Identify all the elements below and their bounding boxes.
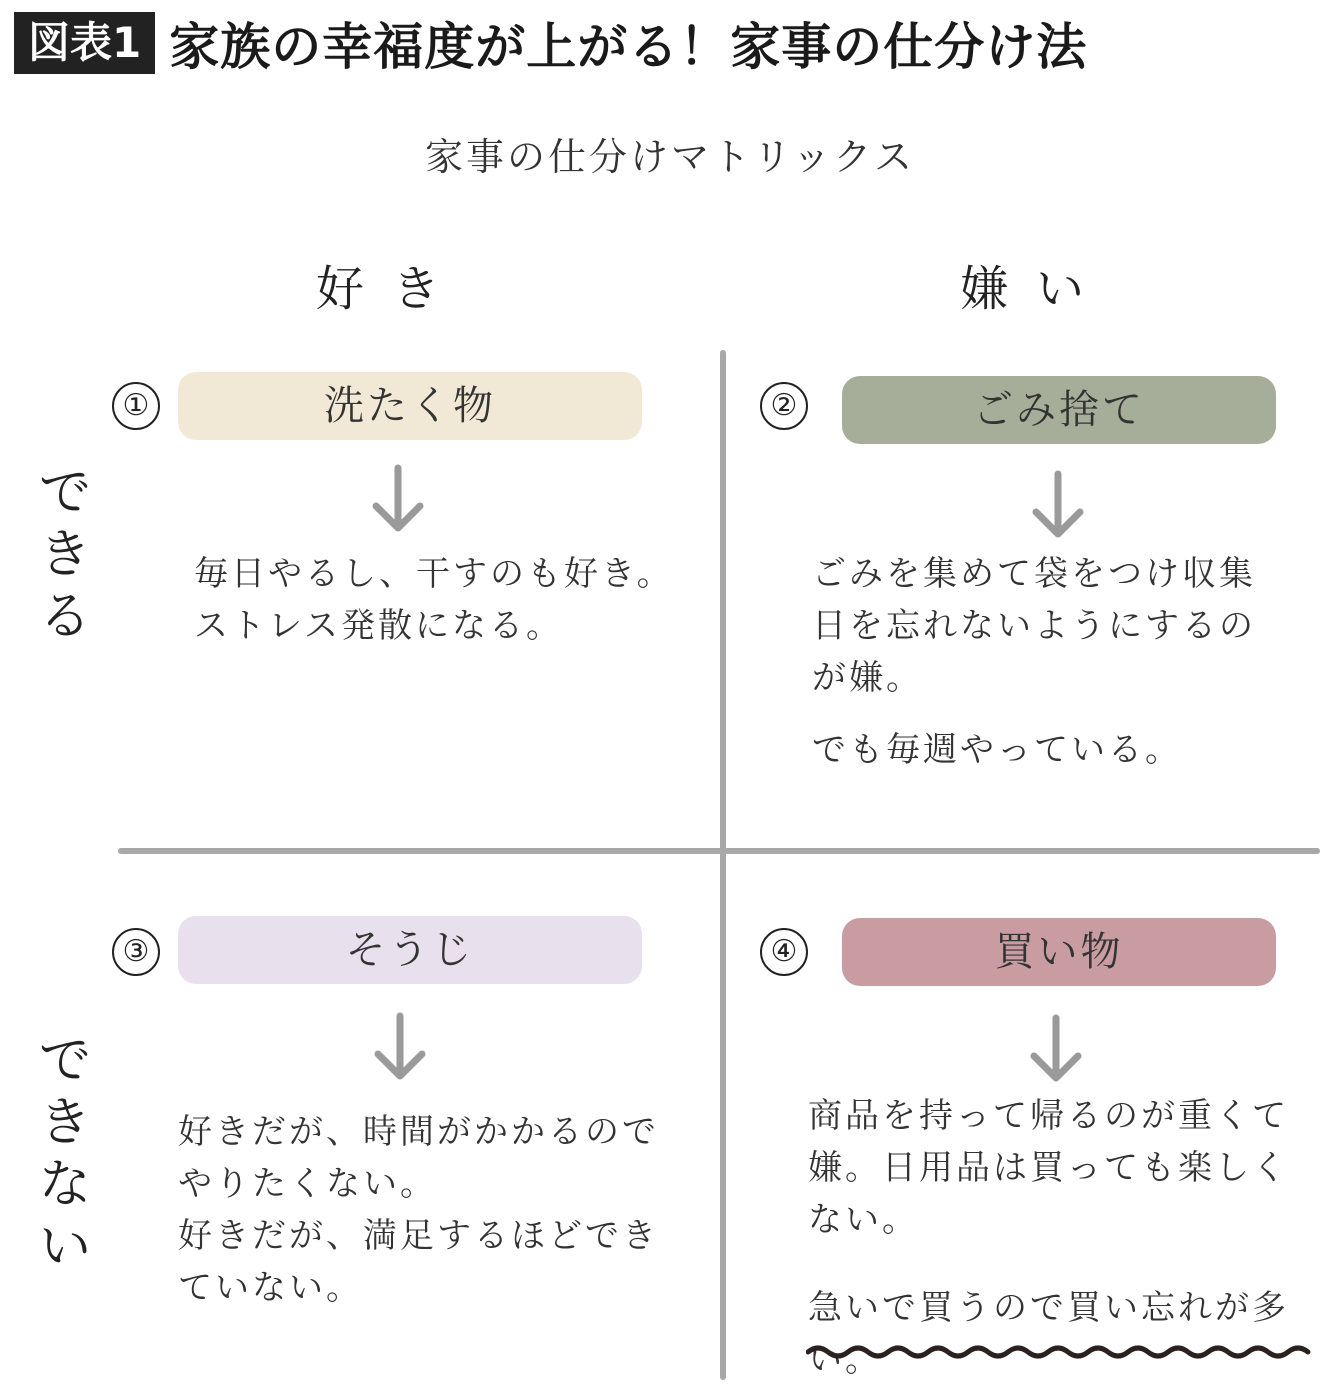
column-label-dislike: 嫌い	[960, 261, 1113, 317]
quadrant-4-number: ④	[760, 928, 808, 976]
down-arrow-icon	[1030, 470, 1086, 542]
column-label-like: 好き	[316, 261, 469, 317]
quadrant-3-task-band: そうじ	[178, 916, 642, 984]
quadrant-4-note: 急いで買うので買い忘れが多い。	[808, 1288, 1289, 1380]
matrix-subtitle: 家事の仕分けマトリックス	[424, 135, 916, 179]
quadrant-3-description: 好きだが、時間がかかるので やりたくない。 好きだが、満足するほどでき ていない。	[178, 1112, 659, 1308]
down-arrow-icon	[372, 1012, 428, 1084]
row-label-can: できる	[38, 463, 91, 647]
down-arrow-icon	[1028, 1014, 1084, 1086]
quadrant-2-number: ②	[760, 382, 808, 430]
quadrant-1-description: 毎日やるし、干すのも好き。 ストレス発散になる。	[194, 554, 674, 646]
wavy-underline	[806, 1336, 1316, 1366]
quadrant-4-description: 商品を持って帰るのが重くて 嫌。日用品は買っても楽しく ない。	[808, 1096, 1289, 1240]
quadrant-3-number: ③	[112, 928, 160, 976]
figure-title: 家族の幸福度が上がる！家事の仕分け法	[169, 18, 1088, 76]
quadrant-2-task-band: ごみ捨て	[842, 376, 1276, 444]
quadrant-2-note: でも毎週やっている。	[812, 730, 1182, 770]
row-label-cannot: できない	[38, 1031, 91, 1277]
figure-header	[14, 10, 1087, 76]
down-arrow-icon	[370, 464, 426, 536]
quadrant-2-description: ごみを集めて袋をつけ収集 日を忘れないようにするの が嫌。	[812, 554, 1256, 698]
quadrant-1-number: ①	[112, 382, 160, 430]
quadrant-4-task-band: 買い物	[842, 918, 1276, 986]
horizontal-axis-line	[118, 848, 1320, 854]
quadrant-1-task-band: 洗たく物	[178, 372, 642, 440]
vertical-axis-line	[720, 350, 726, 1380]
figure-badge: 図表1	[14, 12, 155, 74]
